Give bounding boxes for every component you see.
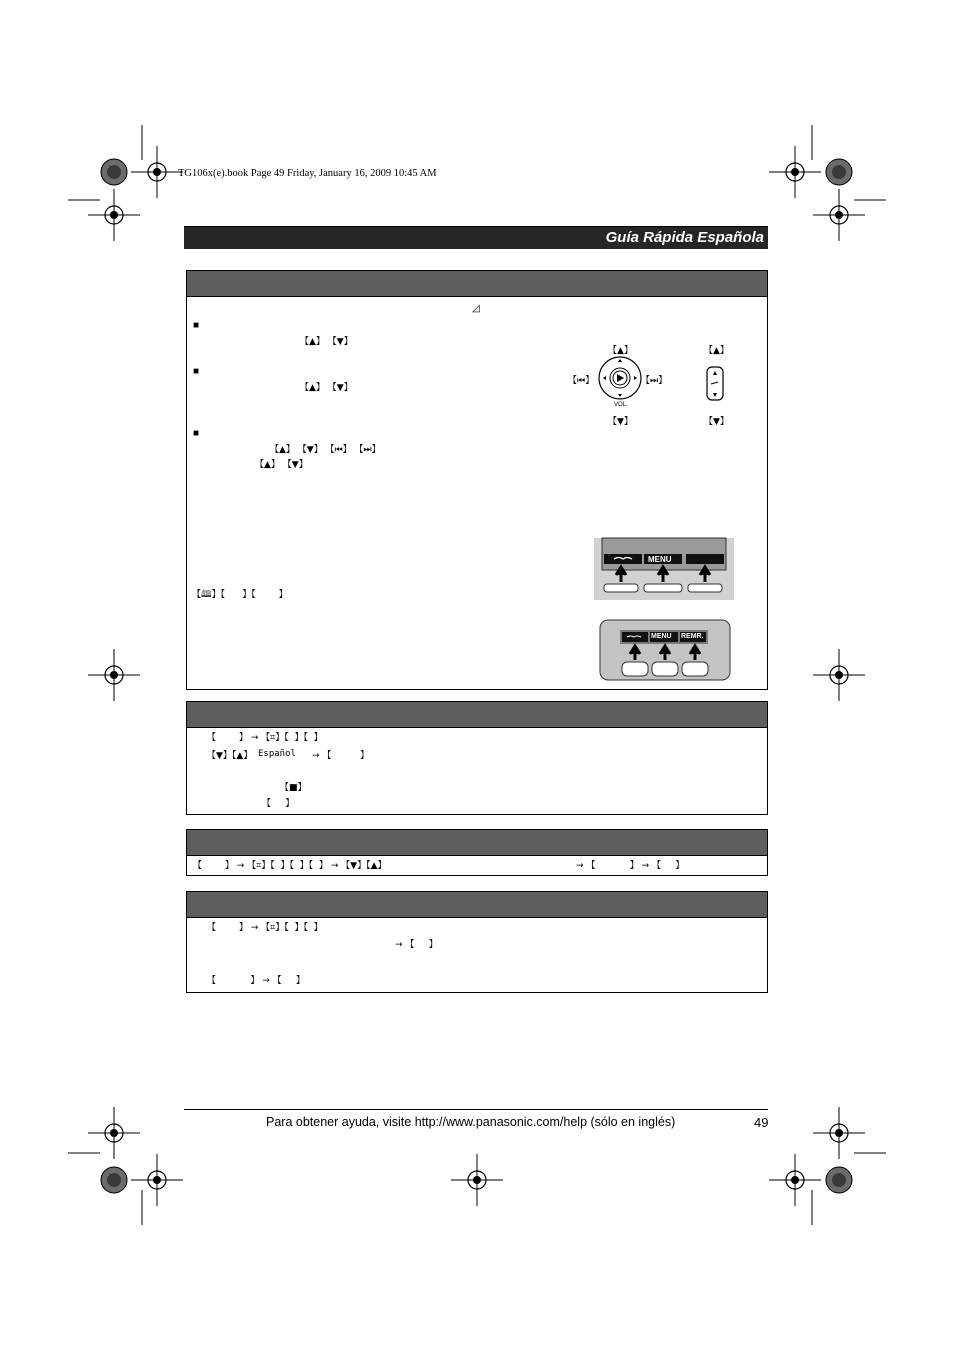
section-4-step-2: → 【 】 xyxy=(395,940,438,950)
screen-1-menu-label: MENU xyxy=(648,555,672,564)
nav-up-key: 【▲】 xyxy=(608,346,633,356)
handset-screen-1-image xyxy=(594,538,734,600)
side-up-key: 【▲】 xyxy=(704,346,729,356)
softkeys-line: 【🕮】【 】【 】 xyxy=(192,590,288,600)
section-2-stop-key: 【■】 xyxy=(280,783,307,793)
keys-line-4: 【▲】 【▼】 xyxy=(255,460,308,470)
guide-title: Guía Rápida Española xyxy=(605,229,764,246)
volume-symbol: ◿ xyxy=(472,303,480,314)
bullet-1: ■ xyxy=(193,320,200,331)
section-4-step-3: 【 】 → 【 】 xyxy=(207,976,305,986)
section-4-heading-bar xyxy=(187,892,767,918)
nav-down-key: 【▼】 xyxy=(608,417,633,427)
page-number: 49 xyxy=(754,1115,769,1130)
section-4-step-1: 【 】 → 【⌗】【 】【 】 xyxy=(207,923,323,933)
section-3-step-1-end: → 【 】 → 【 】 xyxy=(576,861,685,871)
screen-2-menu-label: MENU xyxy=(651,633,672,640)
keys-line-3: 【▲】 【▼】 【⏮】 【⏭】 xyxy=(270,445,381,455)
bullet-2: ■ xyxy=(193,366,200,377)
footer-help-text: Para obtener ayuda, visite http://www.panasonic.com/help (sólo en inglés) xyxy=(266,1115,676,1129)
section-2-step-2-next: → 【 】 xyxy=(312,751,370,761)
language-value: Español xyxy=(258,749,296,759)
section-3-heading-bar xyxy=(187,830,767,856)
section-2-heading-bar xyxy=(187,702,767,728)
section-2-end-key: 【 】 xyxy=(262,799,295,809)
navigator-key-icon xyxy=(596,354,646,404)
section-3-step-1: 【 】 → 【⌗】【 】【 】【 】 → 【▼】【▲】 xyxy=(193,861,387,871)
section-header-bar xyxy=(184,226,768,249)
side-volume-key-icon xyxy=(706,366,726,402)
nav-vol-label: VOL. xyxy=(614,402,628,408)
bullet-3: ■ xyxy=(193,428,200,439)
section-1-heading-bar xyxy=(187,271,767,297)
book-file-info: TG106x(e).book Page 49 Friday, January 16, 2009 10:45 AM xyxy=(178,168,437,179)
handset-screen-2-image xyxy=(600,620,730,680)
keys-line-1: 【▲】 【▼】 xyxy=(300,337,353,347)
keys-line-2: 【▲】 【▼】 xyxy=(300,383,353,393)
nav-right-key: 【⏭】 xyxy=(641,376,668,386)
section-2-step-1: 【 】 → 【⌗】【 】【 】 xyxy=(207,733,323,743)
nav-left-key: 【⏮】 xyxy=(568,376,595,386)
section-2-step-2-keys: 【▼】【▲】 xyxy=(207,751,253,761)
screen-2-remr-label: REMR. xyxy=(681,633,704,640)
side-down-key: 【▼】 xyxy=(704,417,729,427)
footer-rule xyxy=(184,1109,768,1110)
